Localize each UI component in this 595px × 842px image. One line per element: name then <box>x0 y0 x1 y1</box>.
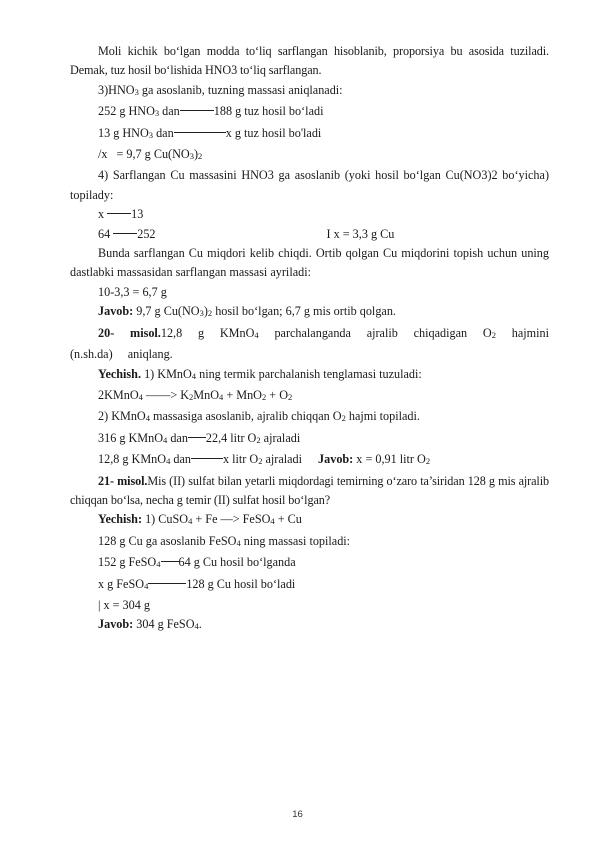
result-line: /x = 9,7 g Cu(NO3)2 <box>98 147 203 162</box>
proportion-line: x 13 <box>98 207 144 222</box>
dash-line <box>188 437 206 438</box>
equation-line: 2KMnO4 ——> K2MnO4 + MnO2 + O2 <box>98 387 293 402</box>
proportion-line: 152 g FeSO4 64 g Cu hosil bo‘lganda <box>98 555 296 570</box>
result-line: | x = 304 g <box>98 597 150 612</box>
paragraph: 4) Sarflangan Cu massasini HNO3 ga asoslanib (yoki hosil bo‘lgan Cu(NO3)2 bo‘yicha) topilady: <box>70 168 549 202</box>
page-number: 16 <box>292 809 303 820</box>
proportion-line: 64 252 I x = 3,3 g Cu <box>98 226 395 241</box>
proportion-line: 13 g HNO3 dan x g tuz hosil bo'ladi <box>98 125 322 140</box>
proportion-line: 316 g KMnO4 dan 22,4 litr O2 ajraladi <box>98 430 301 445</box>
example-heading: 20- misol.12,8 g KMnO4 parchalanganda ajralib chiqadigan O2 hajmini (n.sh.da) aniqlang. <box>70 325 549 362</box>
step-line: 128 g Cu ga asoslanib FeSO4 ning massasi topiladi: <box>98 533 351 548</box>
step-line: 2) KMnO4 massasiga asoslanib, ajralib chiqqan O2 hajmi topiladi. <box>98 409 420 424</box>
answer-line: Javob: 9,7 g Cu(NO3)2 hosil bo‘lgan; 6,7 g mis ortib qolgan. <box>98 304 396 319</box>
dash-line <box>161 561 179 562</box>
dash-line <box>180 110 214 111</box>
answer-line: Javob: 304 g FeSO4. <box>98 617 202 632</box>
proportion-line: 12,8 g KMnO4 dan x litr O2 ajraladi Javob: x = 0,91 litr O2 <box>98 452 431 467</box>
dash-line <box>113 233 137 234</box>
step-line: 3)HNO3 ga asoslanib, tuzning massasi aniqlanadi: <box>98 82 343 97</box>
proportion-line: x g FeSO4 128 g Cu hosil bo‘ladi <box>98 576 296 591</box>
dash-line <box>191 458 223 459</box>
solution-line: Yechish: 1) CuSO4 + Fe —> FeSO4 + Cu <box>98 512 302 527</box>
paragraph: Moli kichik bo‘lgan modda to‘liq sarflangan hisoblanib, proporsiya bu asosida tuziladi. Demak, tuz hosil bo‘lishida HNO3 to‘liq sarflangan. <box>70 44 549 78</box>
calculation-line: 10-3,3 = 6,7 g <box>98 284 167 299</box>
solution-line: Yechish. 1) KMnO4 ning termik parchalanish tenglamasi tuzuladi: <box>98 366 422 381</box>
document-page <box>70 42 549 637</box>
paragraph: Bunda sarflangan Cu miqdori kelib chiqdi. Ortib qolgan Cu miqdorini topish uchun uning dastlabki massasidan sarflangan massasi ayriladi: <box>70 246 549 280</box>
dash-line <box>174 132 226 133</box>
dash-line <box>148 583 186 584</box>
dash-line <box>107 213 131 214</box>
proportion-line: 252 g HNO3 dan 188 g tuz hosil bo‘ladi <box>98 104 324 119</box>
example-heading: 21- misol.Mis (II) sulfat bilan yetarli miqdordagi temirning o‘zaro ta’siridan 128 g mis ajralib chiqqan bo‘lsa, necha g temir (II) sulfat hosil bo‘lgan? <box>70 473 550 507</box>
